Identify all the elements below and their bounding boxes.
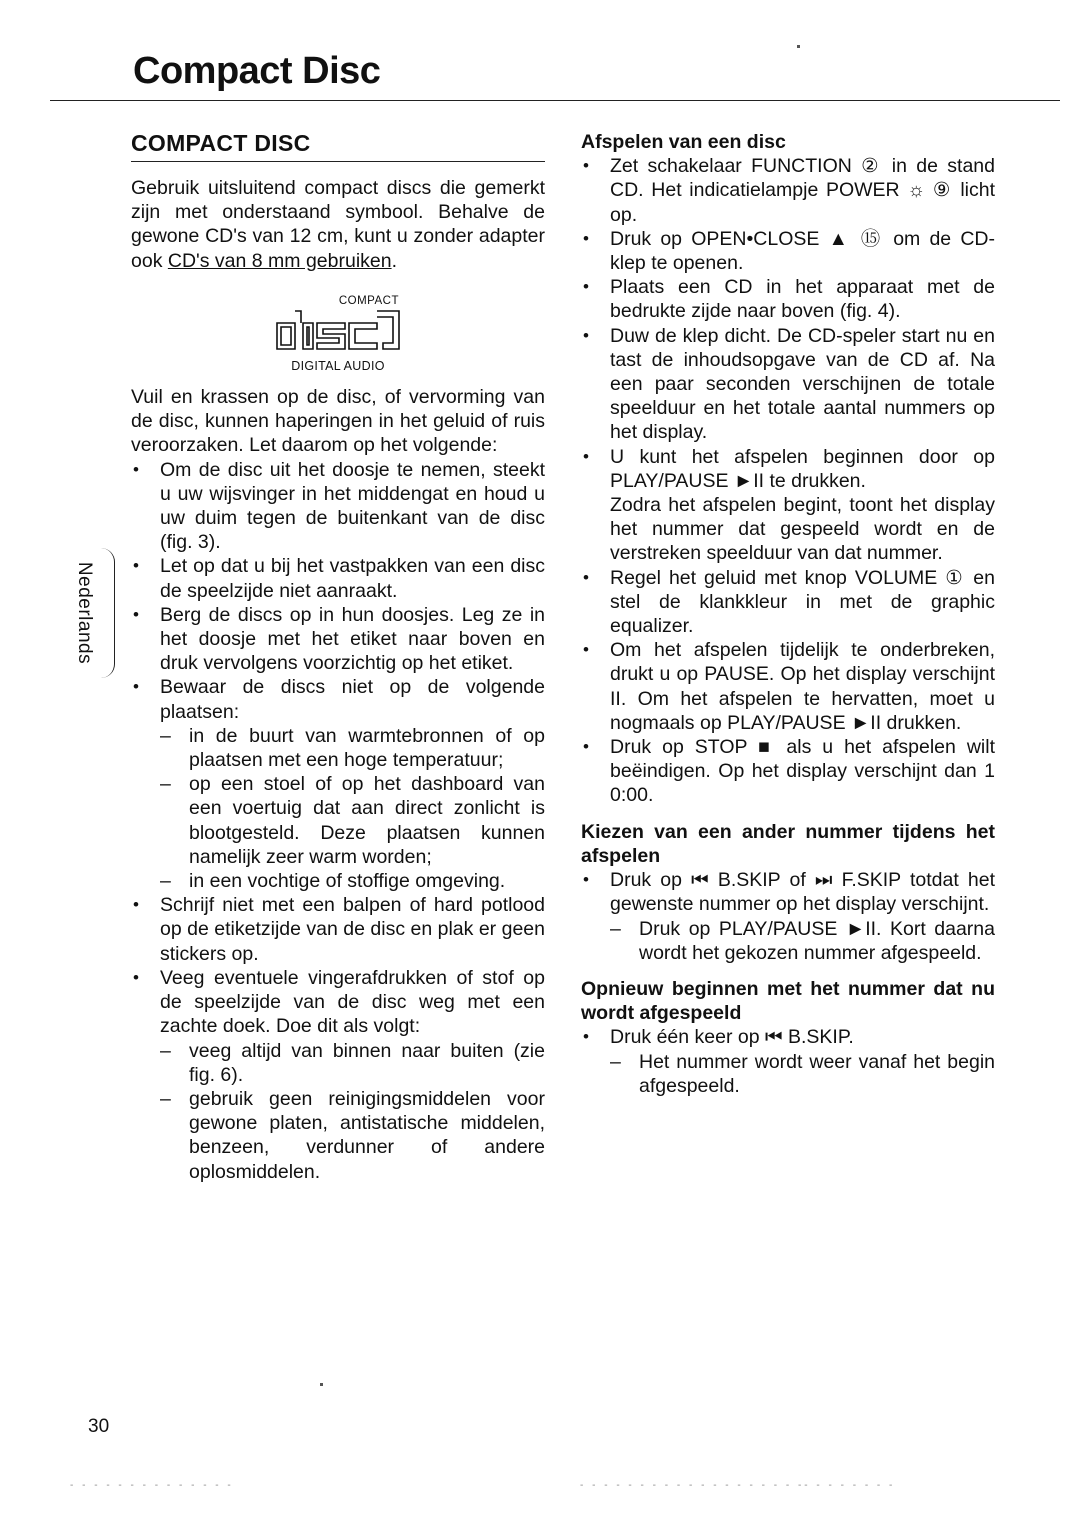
right-column: [581, 130, 995, 1098]
list-item-text: • Bewaar de discs niet op de volgende plaatsen:: [160, 676, 545, 723]
sub-list-item: – Druk op PLAY/PAUSE ►II. Kort daarna wordt het gekozen nummer afgespeeld.: [610, 917, 995, 965]
list-item: • Druk op OPEN•CLOSE ▲ ⑮ om de CD-klep te openen.: [581, 227, 995, 275]
scan-artifact-line: - - - - - - - - - - - - - - - - - - -- - - - - - - -: [580, 1480, 896, 1491]
care-list: [131, 458, 545, 1184]
places-list: [160, 724, 545, 893]
play-heading: Afspelen van een disc: [581, 131, 786, 153]
list-item-text: • Druk één keer op ⏮ B.SKIP.: [610, 1026, 854, 1049]
left-column: [131, 128, 545, 1184]
list-item: • Plaats een CD in het apparaat met de bedrukte zijde naar boven (fig. 4).: [581, 275, 995, 323]
skip-heading: Kiezen van een ander nummer tijdens het afspelen: [581, 820, 995, 867]
list-item: [581, 868, 995, 965]
list-item-text: • Druk op ⏮ B.SKIP of ⏭ F.SKIP totdat het gewenste nummer op het display verschijnt.: [610, 869, 995, 916]
language-tab-label: Nederlands: [74, 561, 95, 665]
scan-speck: [320, 1383, 323, 1386]
list-item: [581, 1025, 995, 1098]
care-paragraph: Vuil en krassen op de disc, of vervorming van de disc, kunnen haperingen in het geluid of ruis veroorzaken. Let daarom op het volgende:: [131, 386, 545, 457]
list-item: [581, 445, 995, 566]
list-item-continuation: Zodra het afspelen begint, toont het display het nummer dat gespeeld wordt en de verstreken speelduur van dat nummer.: [610, 494, 995, 565]
intro-text: Gebruik uitsluitend compact discs die gemerkt zijn met onderstaand symbool. Behalve de gewone CD's van 12 cm, kunt u zonder adapter ook: [131, 177, 545, 272]
sub-list-item: – veeg altijd van binnen naar buiten (zie fig. 6).: [160, 1039, 545, 1087]
list-item: • Zet schakelaar FUNCTION ② in de stand CD. Het indicatielampje POWER ☼ ⑨ licht op.: [581, 154, 995, 227]
logo-top-text: COMPACT: [338, 294, 399, 307]
list-item: • Druk op STOP ■ als u het afspelen wilt beëindigen. Op het display verschijnt dan 1 0:00.: [581, 735, 995, 808]
page-title: Compact Disc: [133, 50, 381, 92]
title-divider: [50, 100, 1060, 101]
scan-speck: [797, 45, 800, 48]
sub-list-item: – in de buurt van warmtebronnen of op plaatsen met een hoge temperatuur;: [160, 724, 545, 772]
list-item: • Schrijf niet met een balpen of hard potlood op de etiketzijde van de disc en plak er geen stickers op.: [131, 893, 545, 966]
restart-list: [581, 1025, 995, 1098]
list-item-text: • U kunt het afspelen beginnen door op PLAY/PAUSE ►II te drukken.: [610, 445, 995, 492]
sub-list-item: – op een stoel of op het dashboard van een voertuig dat aan direct zonlicht is blootgesteld. Deze plaatsen kunnen namelijk zeer warm worden;: [160, 772, 545, 869]
list-item: • Duw de klep dicht. De CD-speler start nu en tast de inhoudsopgave van de CD af. Na een paar seconden verschijnen de totale speelduur en het totale aantal nummers op het display.: [581, 324, 995, 445]
sub-list-item: – in een vochtige of stoffige omgeving.: [160, 869, 545, 893]
logo-bottom-text: DIGITAL AUDIO: [291, 359, 385, 374]
list-item: [131, 675, 545, 893]
list-item: • Let op dat u bij het vastpakken van een disc de speelzijde niet aanraakt.: [131, 554, 545, 602]
spacer: [581, 965, 995, 977]
intro-end: .: [391, 249, 398, 272]
play-list: [581, 154, 995, 807]
list-item: • Regel het geluid met knop VOLUME ① en stel de klankkleur in met de graphic equalizer.: [581, 566, 995, 639]
sub-list-item: – Het nummer wordt weer vanaf het begin afgespeeld.: [610, 1050, 995, 1098]
page-number: 30: [88, 1416, 110, 1437]
list-item-text: • Veeg eventuele vingerafdrukken of stof op de speelzijde van de disc weg met een zachte doek. Doe dit als volgt:: [160, 966, 545, 1038]
skip-list: [581, 868, 995, 965]
list-item: • Om het afspelen tijdelijk te onderbreken, drukt u op PAUSE. Op het display verschijnt II. Om het afspelen te hervatten, moet u nogmaals op PLAY/PAUSE ►II drukken.: [581, 638, 995, 735]
section-heading: COMPACT DISC: [131, 130, 311, 156]
restart-heading: Opnieuw beginnen met het nummer dat nu wordt afgespeeld: [581, 977, 995, 1025]
heading-divider: [131, 161, 545, 162]
list-item: [131, 966, 545, 1184]
skip-sub-list: [610, 917, 995, 965]
list-item: • Om de disc uit het doosje te nemen, steekt u uw wijsvinger in het middengat en houd u uw duim tegen de buitenkant van de disc (fig. 3).: [131, 458, 545, 555]
intro-paragraph: [131, 176, 545, 273]
restart-sub-list: [610, 1050, 995, 1098]
intro-underlined-text: CD's van 8 mm gebruiken: [167, 249, 392, 272]
list-item: • Berg de discs op in hun doosjes. Leg ze in het doosje met het etiket naar boven en druk vervolgens voorzichtig op het etiket.: [131, 603, 545, 676]
compact-disc-logo: [273, 295, 403, 373]
sub-list-item: – gebruik geen reinigingsmiddelen voor gewone platen, antistatische middelen, benzeen, verdunner of andere oplosmiddelen.: [160, 1087, 545, 1184]
disc-logo-mark: [273, 307, 403, 351]
scan-artifact-line: - - - - - - - - - - - - - -: [70, 1480, 234, 1491]
spacer: [581, 808, 995, 820]
cleaning-list: [160, 1039, 545, 1184]
